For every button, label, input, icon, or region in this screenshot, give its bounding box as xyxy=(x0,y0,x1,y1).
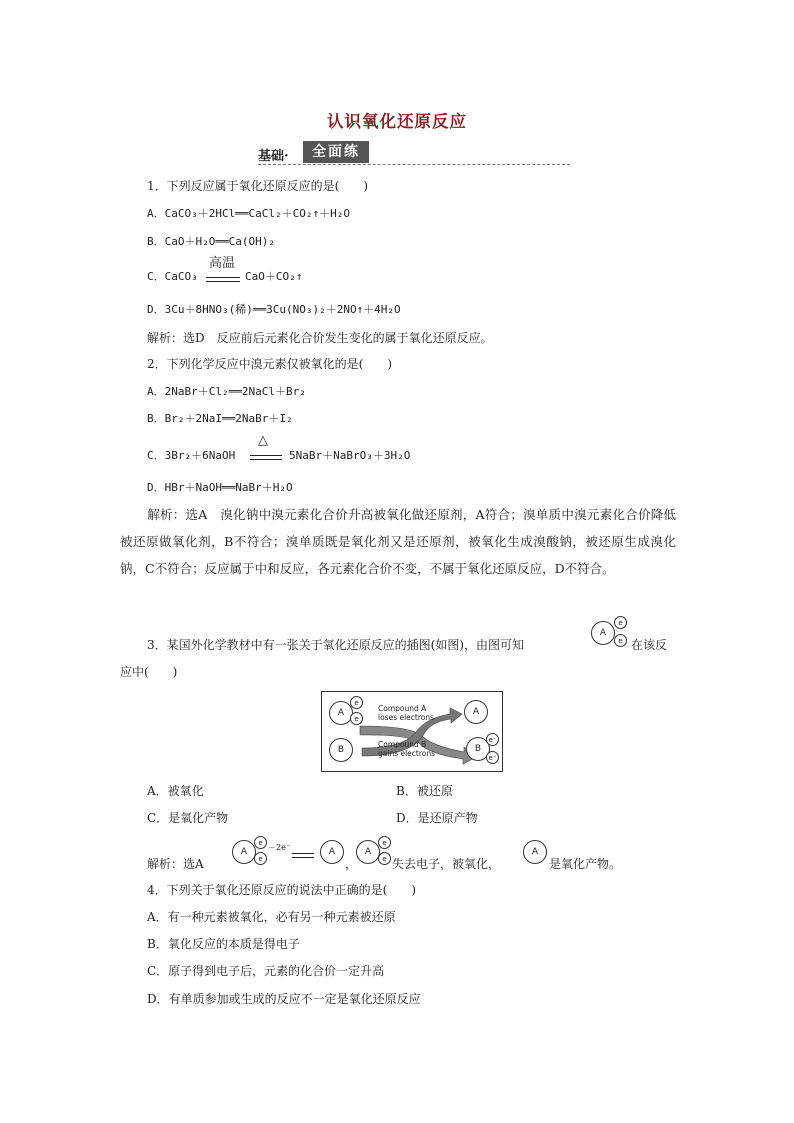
caption-line: Compound A xyxy=(378,704,427,713)
q3-figure xyxy=(321,691,503,772)
q4-option-a: A．有一种元素被氧化，必有另一种元素被还原 xyxy=(147,910,396,924)
q2-option-c-prefix: C．3Br₂＋6NaOH xyxy=(147,449,236,462)
atom-a-product: A xyxy=(523,840,547,864)
q3-stem-line2: 应中( ) xyxy=(120,665,178,679)
section-label: 基础· xyxy=(258,149,289,164)
q3-minus-electrons: －2e⁻ xyxy=(268,843,291,852)
electron-circle: e xyxy=(350,712,363,725)
electron-circle: e xyxy=(254,852,267,865)
electron-circle: e xyxy=(614,616,627,629)
electron-circle: e⁻ xyxy=(486,733,499,746)
atom-b-circle: B xyxy=(329,738,353,762)
q3-analysis-mid: 失去电子，被氧化， xyxy=(392,857,501,871)
q3-analysis-end: 是氧化产物。 xyxy=(549,857,622,871)
q2-option-a: A．2NaBr＋Cl₂══2NaCl＋Br₂ xyxy=(147,385,306,398)
section-divider xyxy=(258,164,570,165)
q3-option-d: D．是还原产物 xyxy=(396,811,478,825)
q3-option-c: C．是氧化产物 xyxy=(147,811,229,825)
q1-option-a: A．CaCO₃＋2HCl══CaCl₂＋CO₂↑＋H₂O xyxy=(147,207,350,220)
q2-analysis: 解析：选A 溴化钠中溴元素化合价升高被氧化做还原剂，A符合；溴单质中溴元素化合价降低被还原做氧化剂，B不符合；溴单质既是氧化剂又是还原剂，被氧化生成溴酸钠，被还原生成溴化钠，C不符合；反应属于中和反应，各元素化合价不变，不属于氧化还原反应，D不符合。 xyxy=(120,507,676,576)
electron-circle: e xyxy=(614,634,627,647)
caption-line: gains electrons xyxy=(378,749,436,758)
q1-condition: 高温 xyxy=(209,256,236,271)
caption-line: loses electrons xyxy=(378,713,435,722)
caption-line: Compound B xyxy=(378,740,427,749)
caption-compound-b xyxy=(378,740,435,758)
q1-option-d: D．3Cu＋8HNO₃(稀)══3Cu(NO₃)₂＋2NO↑＋4H₂O xyxy=(147,303,401,316)
electron-circle: e xyxy=(254,836,267,849)
q1-stem: 1．下列反应属于氧化还原反应的是( ) xyxy=(147,179,368,193)
q2-equal-sign xyxy=(250,455,282,460)
atom-a-product: A xyxy=(320,840,344,864)
atom-a-product: A xyxy=(464,700,488,724)
q3-analysis-prefix: 解析：选A xyxy=(147,857,204,871)
electron-circle: e xyxy=(378,836,391,849)
q3-stem-part2: 在该反 xyxy=(631,638,668,652)
page-title: 认识氧化还原反应 xyxy=(327,112,467,131)
electron-circle: e⁻ xyxy=(486,751,499,764)
atom-b-product: B xyxy=(466,737,490,761)
atom-a-circle: A xyxy=(329,701,353,725)
q4-stem: 4．下列关于氧化还原反应的说法中正确的是( ) xyxy=(147,883,416,897)
q3-option-a: A．被氧化 xyxy=(147,784,204,798)
q1-option-b: B．CaO＋H₂O══Ca(OH)₂ xyxy=(147,235,275,248)
q2-option-c-suffix: 5NaBr＋NaBrO₃＋3H₂O xyxy=(289,449,411,462)
electron-circle: e xyxy=(350,696,363,709)
q4-option-d: D．有单质参加或生成的反应不一定是氧化还原反应 xyxy=(147,992,421,1006)
q2-stem: 2．下列化学反应中溴元素仅被氧化的是( ) xyxy=(147,357,392,371)
q1-equal-sign xyxy=(206,277,240,282)
caption-compound-a xyxy=(378,704,434,722)
atom-a-circle: A xyxy=(232,840,256,864)
atom-a-circle: A xyxy=(356,840,380,864)
q2-option-d: D．HBr＋NaOH══NaBr＋H₂O xyxy=(147,481,293,494)
q2-option-b: B．Br₂＋2NaI══2NaBr＋I₂ xyxy=(147,412,293,425)
q1-option-c-suffix: CaO＋CO₂↑ xyxy=(245,270,303,283)
q4-option-c: C．原子得到电子后，元素的化合价一定升高 xyxy=(147,964,385,978)
q3-equal-sign xyxy=(292,853,314,858)
electron-circle: e xyxy=(378,852,391,865)
q1-option-c-prefix: C．CaCO₃ xyxy=(147,270,198,283)
q1-analysis: 解析：选D 反应前后元素化合价发生变化的属于氧化还原反应。 xyxy=(147,331,493,345)
atom-a-circle: A xyxy=(591,621,615,645)
q2-condition: △ xyxy=(258,433,268,448)
section-badge: 全面练 xyxy=(303,141,369,163)
q3-option-b: B．被还原 xyxy=(396,784,453,798)
q3-stem-part1: 3．某国外化学教材中有一张关于氧化还原反应的插图(如图)，由图可知 xyxy=(147,638,525,652)
q3-separator: ， xyxy=(345,857,358,871)
q4-option-b: B．氧化反应的本质是得电子 xyxy=(147,937,300,951)
